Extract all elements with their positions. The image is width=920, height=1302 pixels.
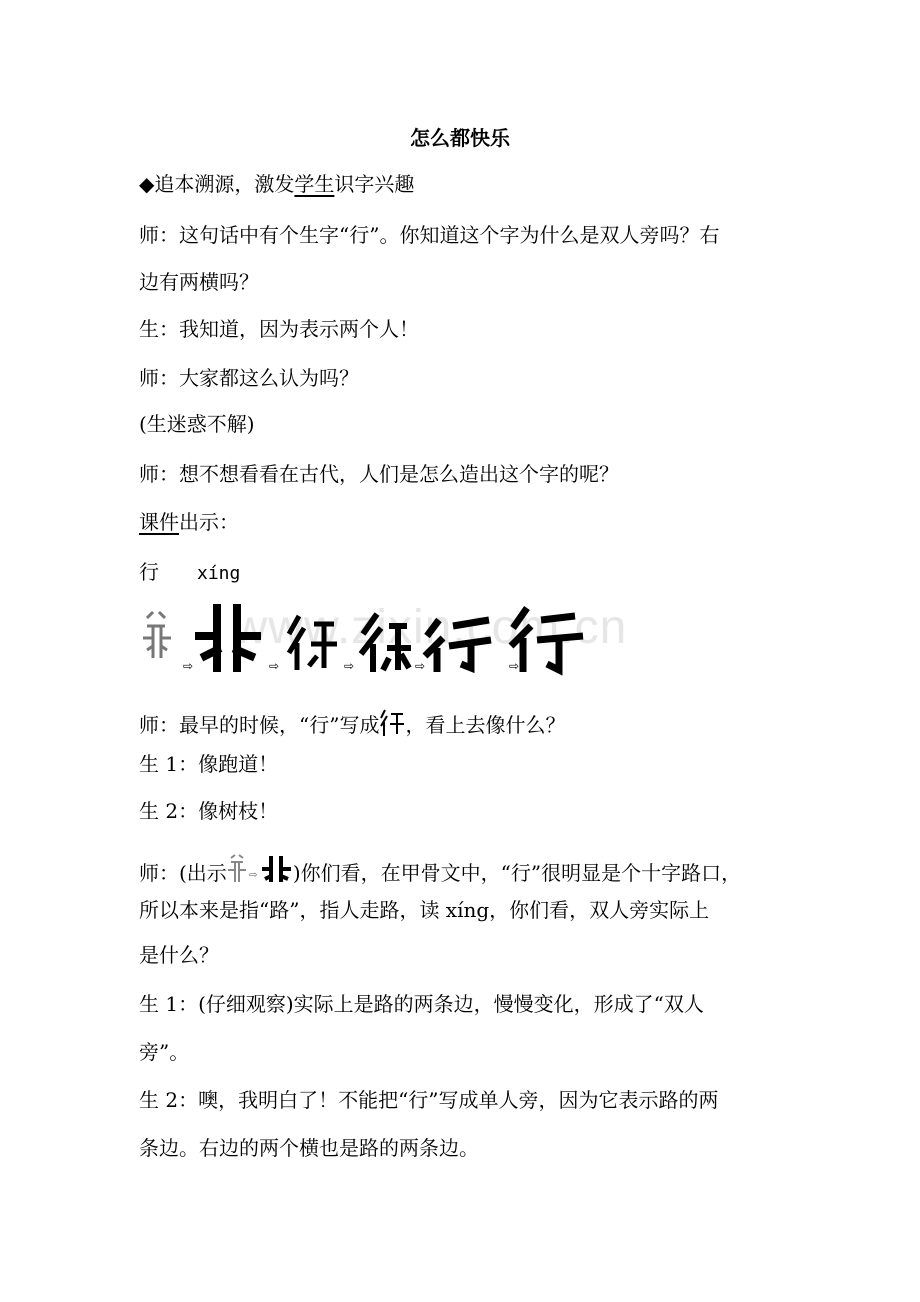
paragraph-line: 生 2：像树枝！ (139, 799, 279, 823)
glyph-evolution-image (139, 598, 609, 678)
paragraph-line: 所以本来是指“路”，指人走路，读 xíng，你们看，双人旁实际上 (139, 898, 710, 922)
character: 行 (139, 560, 159, 584)
seal-glyph (361, 614, 411, 672)
arrow-icon: ⇨ (415, 659, 426, 673)
paragraph-line: 旁”。 (139, 1040, 190, 1064)
paragraph-line: 生：我知道，因为表示两个人！ (139, 317, 419, 341)
pinyin: xíng (197, 563, 241, 584)
paragraph-line: (生迷惑不解) (139, 412, 255, 436)
oracle-bone-glyph (143, 612, 171, 658)
paragraph-line: 生 1：像跑道！ (139, 752, 279, 776)
character-line (139, 558, 240, 588)
bullet-icon: ◆ (139, 172, 155, 196)
paragraph-line: 条边。右边的两个横也是路的两条边。 (139, 1136, 479, 1160)
inline-bronze-glyph (379, 706, 405, 745)
paragraph-line: 是什么？ (139, 943, 219, 967)
regular-glyph (511, 608, 583, 672)
paragraph-line: 边有两横吗？ (139, 270, 259, 294)
paragraph-line: 师：大家都这么认为吗？ (139, 366, 359, 390)
crossroads-glyph (199, 608, 257, 668)
arrow-icon: ⇨ (183, 659, 194, 673)
page-title: 怎么都快乐 (410, 126, 510, 150)
text-segment: ，看上去像什么？ (405, 713, 566, 737)
text-segment: 师：(出示 (139, 861, 227, 885)
paragraph-line: 生 2：噢，我明白了！不能把“行”写成单人旁，因为它表示路的两 (139, 1088, 719, 1112)
paragraph-line (139, 852, 741, 893)
glyph-evolution-svg (139, 598, 609, 678)
section-text-b: 识字兴趣 (334, 172, 415, 196)
paragraph-line: 师：这句话中有个生字“行”。你知道这个字为什么是双人旁吗？右 (139, 223, 720, 247)
text-segment: 师：最早的时候，“行”写成 (139, 713, 380, 737)
courseware-line (139, 508, 239, 536)
text-segment: )你们看，在甲骨文中，“行”很明显是个十字路口， (292, 861, 742, 885)
inline-oracle-glyphs (227, 852, 293, 893)
arrow-icon: ⇨ (344, 659, 355, 673)
svg-text:⇨: ⇨ (248, 870, 258, 881)
section-heading (139, 170, 414, 198)
watermark: www.zixin.com.cn (232, 601, 628, 654)
bronze-glyph (289, 616, 337, 670)
arrow-icon: ⇨ (509, 659, 520, 673)
clerical-glyph (425, 620, 491, 672)
paragraph-line: 师：想不想看看在古代，人们是怎么造出这个字的呢？ (139, 462, 619, 486)
section-text-a: 追本溯源，激发 (154, 172, 295, 196)
arrow-icon: ⇨ (269, 659, 280, 673)
paragraph-line (139, 706, 565, 745)
section-text-underlined: 学生 (294, 172, 335, 196)
paragraph-line: 生 1：(仔细观察)实际上是路的两条边，慢慢变化，形成了“双人 (139, 992, 704, 1016)
courseware-text: 出示： (179, 510, 239, 534)
courseware-label: 课件 (139, 510, 179, 534)
